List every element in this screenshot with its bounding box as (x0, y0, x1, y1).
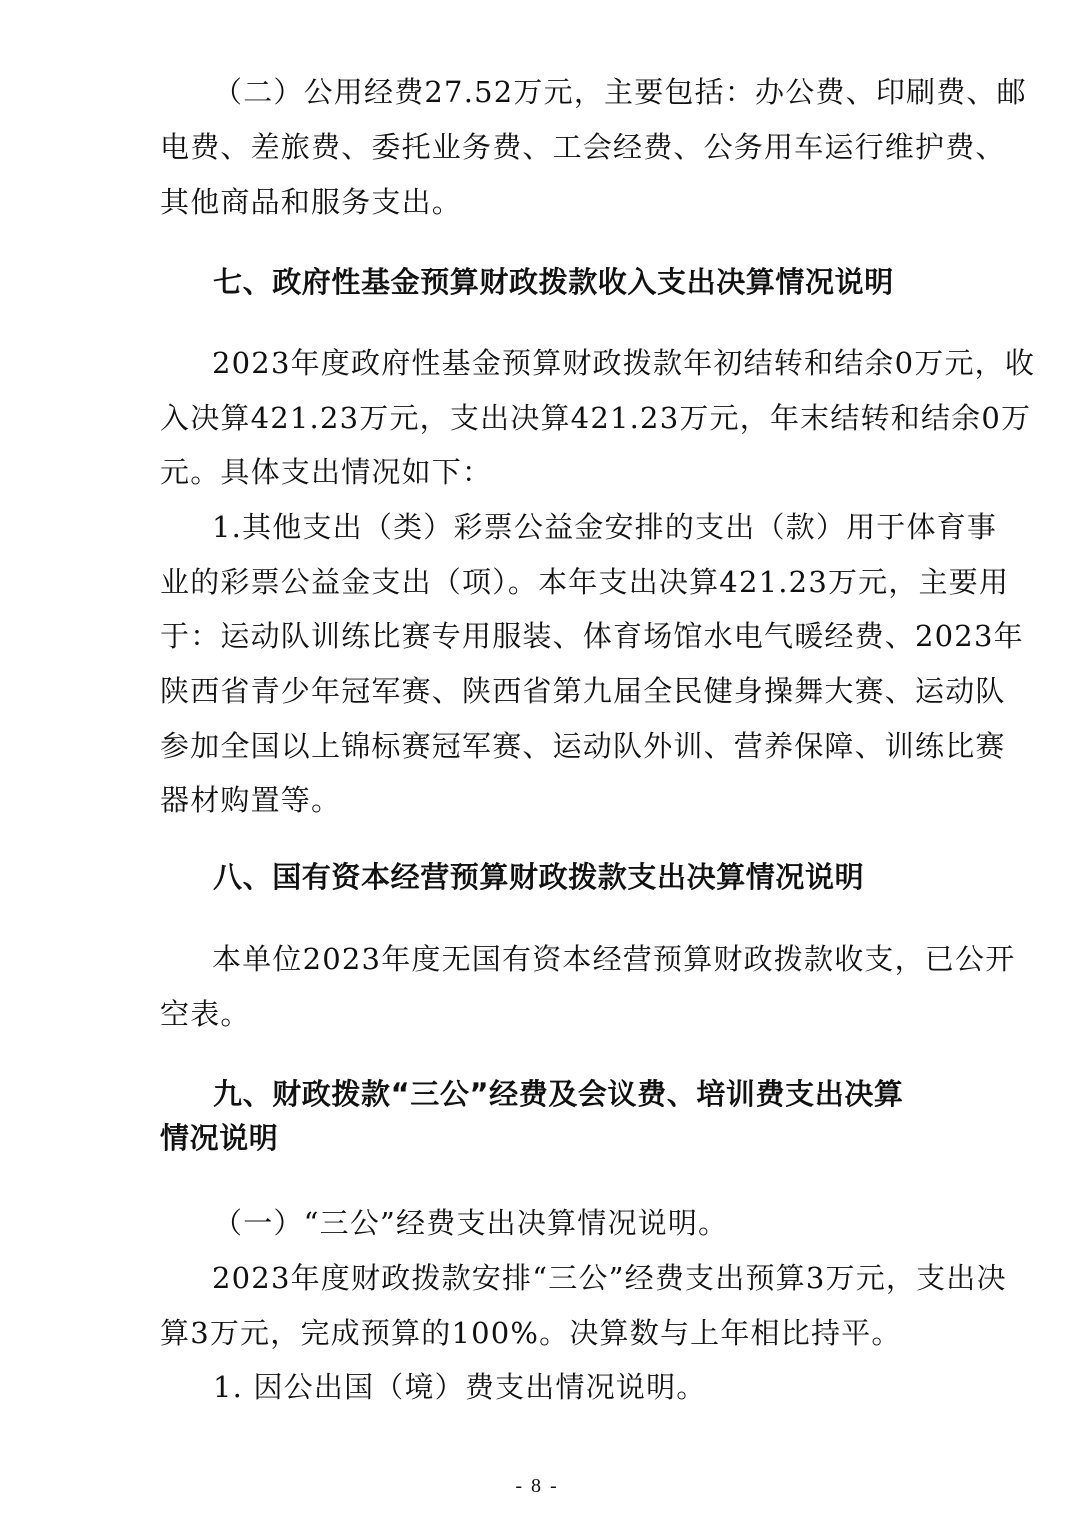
page-number: - 8 - (515, 1475, 559, 1497)
section-heading: 八、国有资本经营预算财政拨款支出决算情况说明 (213, 860, 865, 894)
paragraph-line: 陕西省青少年冠军赛、陕西省第九届全民健身操舞大赛、运动队 (160, 674, 1006, 708)
paragraph-line: 器材购置等。 (160, 783, 342, 817)
paragraph-line: 入决算421.23万元，支出决算421.23万元，年末结转和结余0万 (160, 401, 1032, 435)
paragraph-line: （二）公用经费27.52万元，主要包括：办公费、印刷费、邮 (213, 75, 1027, 109)
paragraph-line: 其他商品和服务支出。 (160, 185, 463, 219)
paragraph-line: 电费、差旅费、委托业务费、工会经费、公务用车运行维护费、 (160, 130, 1006, 164)
paragraph-line: 参加全国以上锦标赛冠军赛、运动队外训、营养保障、训练比赛 (160, 729, 1006, 763)
paragraph-line: 于：运动队训练比赛专用服装、体育场馆水电气暖经费、2023年 (160, 619, 1024, 653)
section-heading: 九、财政拨款“三公”经费及会议费、培训费支出决算 (213, 1077, 904, 1111)
section-heading-continued: 情况说明 (160, 1121, 279, 1155)
paragraph-line: 业的彩票公益金支出（项）。本年支出决算421.23万元，主要用 (160, 565, 1010, 599)
subsection-heading: （一）“三公”经费支出决算情况说明。 (213, 1206, 729, 1240)
paragraph-line: 2023年度财政拨款安排“三公”经费支出预算3万元，支出决 (212, 1261, 1007, 1295)
section-heading: 七、政府性基金预算财政拨款收入支出决算情况说明 (213, 265, 894, 299)
paragraph-line: 2023年度政府性基金预算财政拨款年初结转和结余0万元，收 (212, 346, 1036, 380)
paragraph-line: 本单位2023年度无国有资本经营预算财政拨款收支，已公开 (212, 942, 1016, 976)
paragraph-line: 元。具体支出情况如下： (160, 455, 493, 489)
paragraph-line: 空表。 (160, 997, 251, 1031)
paragraph-line: 1.其他支出（类）彩票公益金安排的支出（款）用于体育事 (212, 510, 998, 544)
paragraph-line: 算3万元，完成预算的100%。决算数与上年相比持平。 (160, 1316, 902, 1350)
list-item: 1. 因公出国（境）费支出情况说明。 (213, 1370, 707, 1404)
